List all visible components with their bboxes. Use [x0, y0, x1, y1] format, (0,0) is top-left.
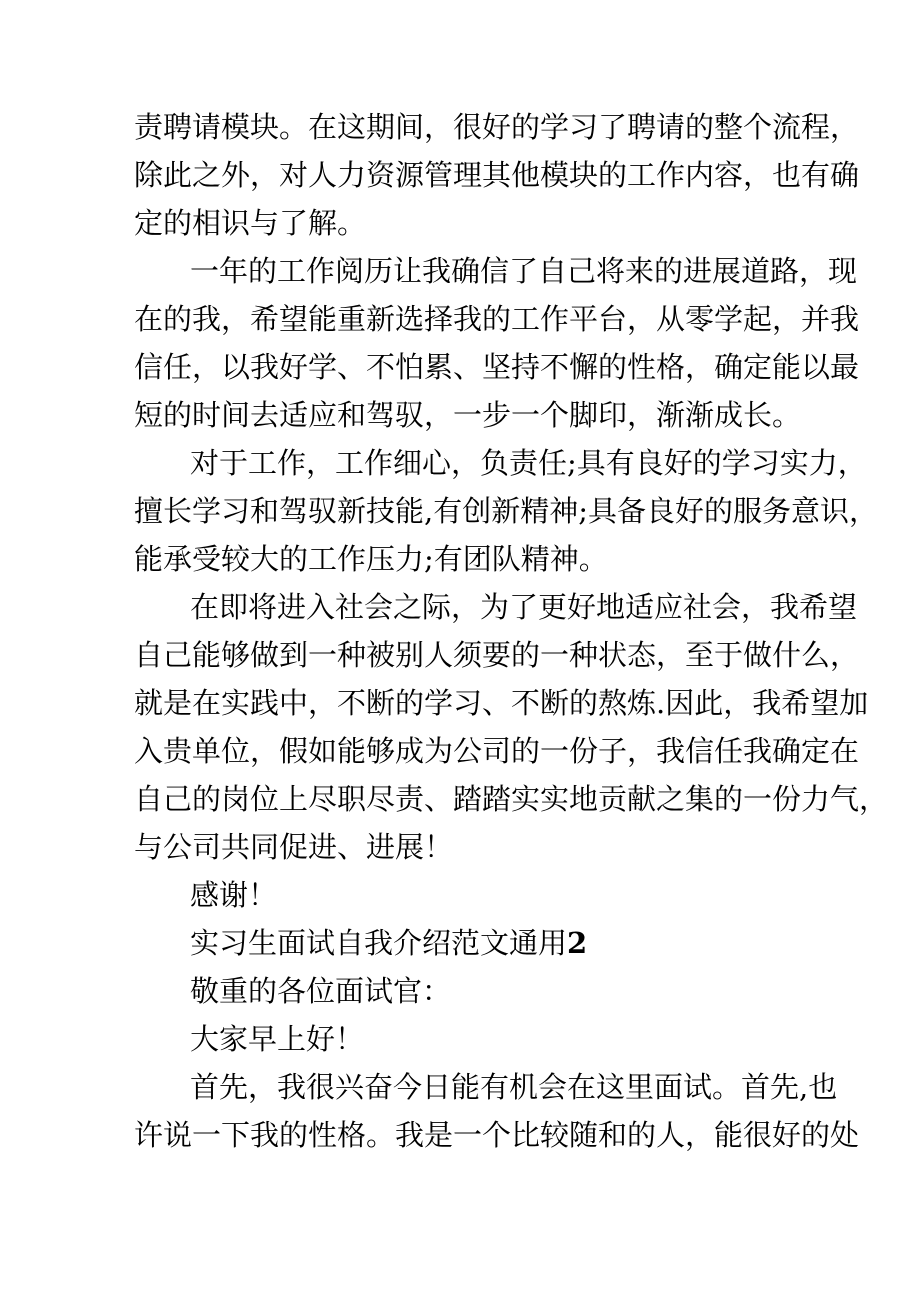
paragraph-line: 许说一下我的性格。我是一个比较随和的人，能很好的处	[134, 1118, 860, 1152]
section-heading	[134, 919, 804, 967]
paragraph-3	[134, 439, 878, 583]
section-heading-number: 2	[567, 926, 588, 960]
section-heading-text: 实习生面试自我介绍范文通用	[190, 926, 568, 960]
paragraph-line: 短的时间去适应和驾驭，一步一个脚印，渐渐成长。	[134, 398, 802, 432]
paragraph-line: 除此之外，对人力资源管理其他模块的工作内容，也有确	[134, 158, 860, 192]
paragraph-line: 自己能够做到一种被别人须要的一种状态，至于做什么，	[134, 638, 860, 672]
paragraph-line: 在即将进入社会之际，为了更好地适应社会，我希望	[190, 590, 858, 624]
paragraph-4	[134, 583, 889, 871]
paragraph-line: 责聘请模块。在这期间，很好的学习了聘请的整个流程，	[134, 110, 860, 144]
salutation-line: 敬重的各位面试官：	[190, 974, 452, 1008]
paragraph-line: 在的我，希望能重新选择我的工作平台，从零学起，并我	[134, 302, 860, 336]
paragraph-line: 就是在实践中，不断的学习、不断的熬炼.因此，我希望加	[134, 686, 869, 720]
paragraph-line: 与公司共同促进、进展！	[134, 830, 454, 864]
paragraph-line: 首先，我很兴奋今日能有机会在这里面试。首先,也	[190, 1070, 838, 1104]
paragraph-line: 擅长学习和驾驭新技能,有创新精神;具备良好的服务意识，	[134, 494, 878, 528]
paragraph-line: 入贵单位，假如能够成为公司的一份子，我信任我确定在	[134, 734, 860, 768]
thanks-line: 感谢！	[190, 878, 278, 912]
paragraph-line: 能承受较大的工作压力;有团队精神。	[134, 542, 608, 576]
paragraph-1	[134, 103, 860, 247]
paragraph-line: 自己的岗位上尽职尽责、踏踏实实地贡献之集的一份力气，	[134, 782, 889, 816]
paragraph-line: 信任，以我好学、不怕累、坚持不懈的性格，确定能以最	[134, 350, 860, 384]
paragraph-2	[134, 247, 860, 439]
paragraph-line: 对于工作，工作细心，负责任;具有良好的学习实力，	[190, 446, 867, 480]
paragraph-line: 一年的工作阅历让我确信了自己将来的进展道路，现	[190, 254, 858, 288]
paragraph-line: 定的相识与了解。	[134, 206, 367, 240]
paragraph-5	[134, 1063, 860, 1159]
document-body	[134, 103, 889, 1159]
greeting-line: 大家早上好！	[190, 1022, 365, 1056]
